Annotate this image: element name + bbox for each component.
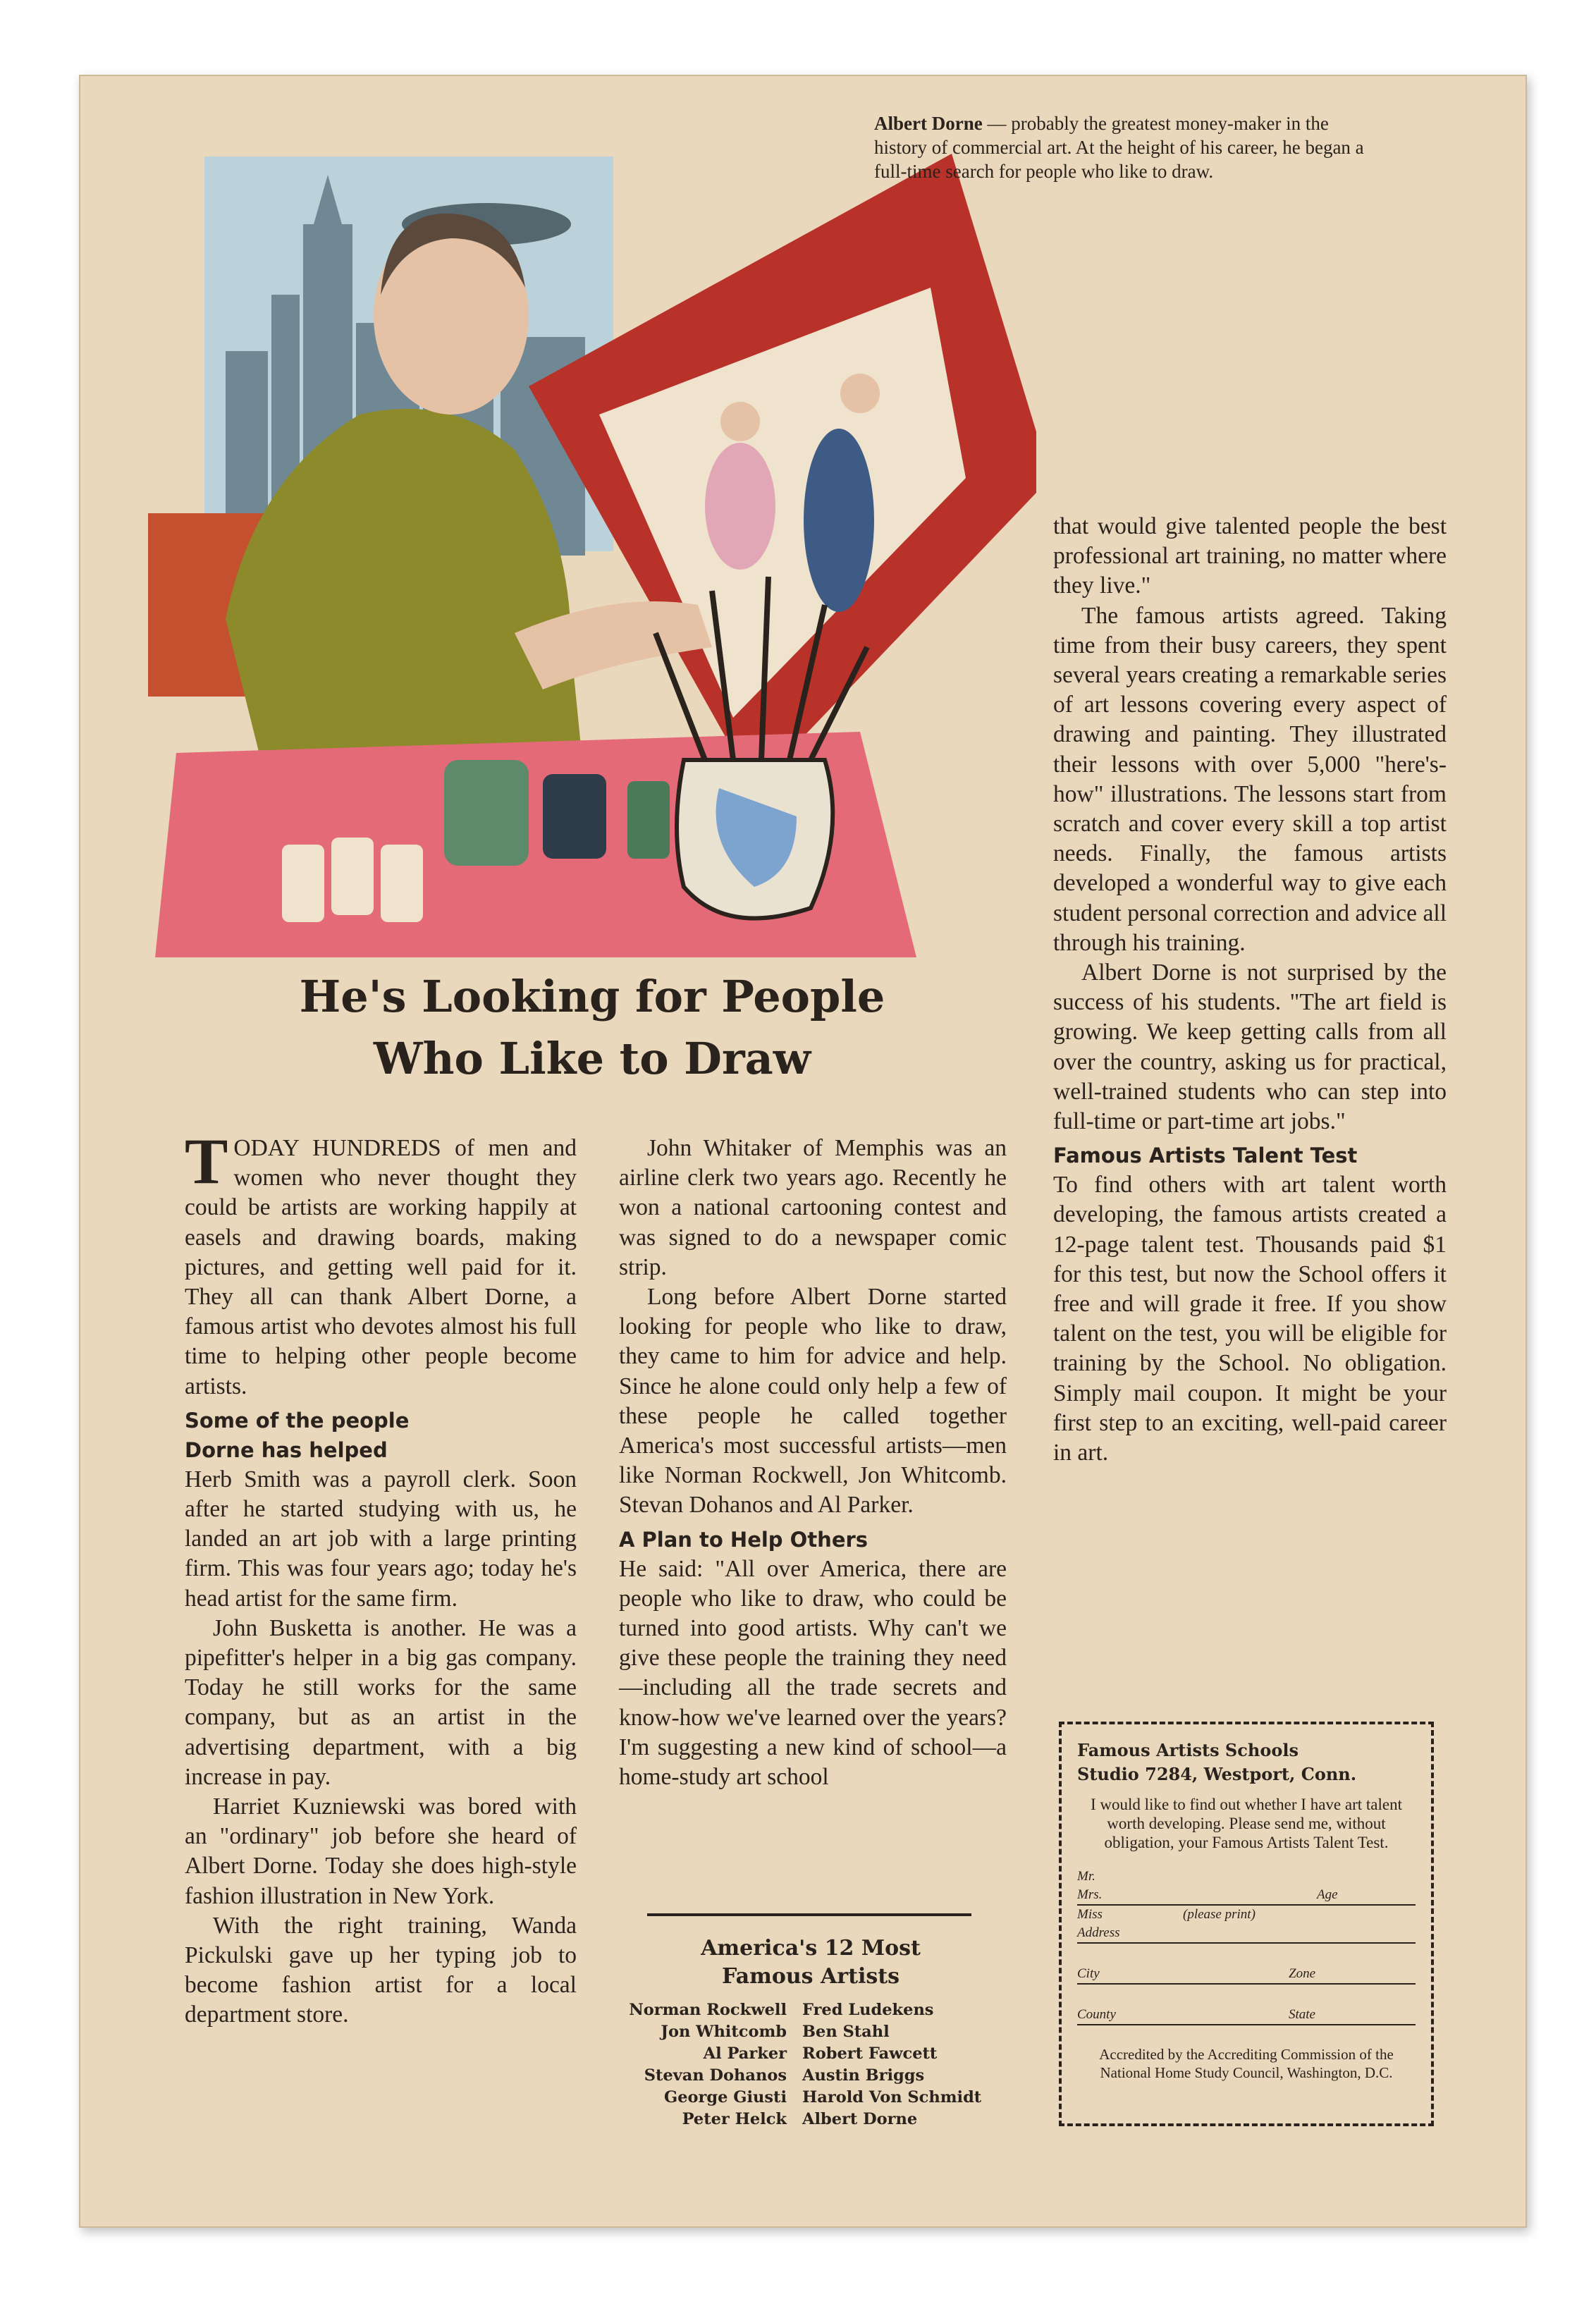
subheading: Famous Artists Talent Test (1053, 1143, 1358, 1168)
paragraph-text: of men and women who never thought they could be artists are working happily at easels and drawing boards, making pictures, and getting well paid for it. They all can thank Albert Dorne, a famous artist who devotes almost his full time to helping other people become artists. (185, 1135, 577, 1399)
paragraph: John Busketta is another. He was a pipefitter's helper in a big gas company. Today he still works for the same company, but as an artist in the advertising department, with a big increase in pay. (185, 1614, 577, 1790)
divider-rule (647, 1913, 971, 1916)
field-city-zone[interactable] (1077, 1965, 1416, 1985)
field-mr[interactable] (1077, 1868, 1416, 1886)
field-label: Mr. (1077, 1869, 1095, 1884)
paragraph: Harriet Kuzniewski was bored with an "ordinary" job before she heard of Albert Dorne. Today she does high-style fashion illustration in New York. (185, 1793, 577, 1909)
artist-name: Peter Helck (682, 2110, 787, 2128)
paragraph: He said: "All over America, there are people who like to draw, who could be turned into good artists. Why can't we give these people the training they need—including all the trade secrets and know-how we've learned over the years? I'm suggesting a new kind of school—a home-study art school (619, 1555, 1007, 1791)
illustration-caption (874, 111, 1382, 183)
paint-tubes (282, 838, 423, 922)
paragraph: With the right training, Wanda Pickulski gave up her typing job to become fashion artist for a local department store. (185, 1912, 577, 2028)
artist-name: Fred Ludekens (802, 2001, 934, 2019)
article-column-3 (1053, 512, 1447, 1468)
artist-illustration (120, 83, 1036, 957)
headline (169, 966, 1015, 1090)
article-column-1 (185, 1125, 577, 2030)
subheading-line-2: Dorne has helped (185, 1437, 388, 1462)
caption-text: — probably the greatest money-maker in the history of commercial art. At the height of his career, he began a full-time search for people who like to draw. (874, 113, 1364, 182)
coupon-accreditation: Accredited by the Accrediting Commission of the National Home Study Council, Washington, D.C. (1099, 2046, 1394, 2081)
mail-coupon[interactable] (1059, 1722, 1434, 2126)
field-label: Miss (1077, 1907, 1103, 1922)
headline-line-1: He's Looking for People (299, 971, 885, 1022)
coupon-title-line-2: Studio 7284, Westport, Conn. (1077, 1764, 1357, 1784)
artist-name: Norman Rockwell (629, 2001, 787, 2019)
artists-title-line-1: America's 12 Most (701, 1936, 921, 1961)
subheading (185, 1406, 577, 1465)
paragraph: John Whitaker of Memphis was an airline clerk two years ago. Recently he won a national cartooning contest and was signed to do a newspaper comic strip. (619, 1135, 1007, 1280)
subheading: A Plan to Help Others (619, 1527, 868, 1552)
artist-name: Jon Whitcomb (661, 2023, 787, 2041)
field-label: Mrs. (1077, 1887, 1103, 1902)
paragraph: Herb Smith was a payroll clerk. Soon after he started studying with us, he landed an art job with a large printing firm. This was four years ago; today he's head artist for the same firm. (185, 1466, 577, 1612)
coupon-title (1077, 1738, 1416, 1786)
field-label: (please print) (1183, 1907, 1256, 1922)
subheading-line-1: Some of the people (185, 1408, 410, 1433)
field-label: Address (1077, 1925, 1120, 1940)
field-label: Zone (1289, 1966, 1315, 1981)
paragraph: To find others with art talent worth developing, the famous artists created a 12-page talent test. Thousands paid $1 for this test, but now the School offers it free and will grade it free. If you show talent on the test, you will be eligible for training by the School. No obligation. Simply mail coupon. It might be your first step to an exciting, well-paid career in art. (1053, 1172, 1447, 1466)
artist-name: Harold Von Schmidt (802, 2088, 982, 2107)
paragraph: that would give talented people the best professional art training, no matter where they live." (1053, 513, 1447, 599)
coupon-title-line-1: Famous Artists Schools (1077, 1740, 1299, 1760)
paragraph: Long before Albert Dorne started looking for people who like to draw, they came to him for advice and help. Since he alone could only help a few of these people he called together America's most successful artists—men like Norman Rockwell, Jon Whitcomb. Stevan Dohanos and Al Parker. (619, 1284, 1007, 1519)
artists-list-left (606, 1999, 787, 2130)
paragraph: Albert Dorne is not surprised by the success of his students. "The art field is growing. We keep getting calls from all over the country, asking us for practical, well-trained students who can step into full-time or part-time art jobs." (1053, 959, 1447, 1135)
field-label: Age (1317, 1887, 1338, 1902)
lead-smallcaps: ODAY HUNDREDS (233, 1135, 441, 1161)
artists-title-line-2: Famous Artists (722, 1964, 900, 1989)
field-address[interactable] (1077, 1924, 1416, 1944)
drop-cap: T (185, 1125, 228, 1197)
artist-name: Ben Stahl (802, 2023, 890, 2041)
artist-name: Stevan Dohanos (644, 2066, 787, 2085)
paragraph: The famous artists agreed. Taking time from their busy careers, they spent several years creating a remarkable series of art lessons covering every aspect of drawing and painting. They illustrated their lessons with over 5,000 "here's-how" illustrations. The lessons start from scratch and cover every skill a top artist needs. Finally, the famous artists developed a wonderful way to give each student personal correction and advice all through his training. (1053, 602, 1447, 956)
field-label: County (1077, 2007, 1116, 2022)
field-county-state[interactable] (1077, 2006, 1416, 2025)
paragraph (185, 1125, 577, 1402)
artists-list-right (802, 1999, 1028, 2130)
headline-line-2: Who Like to Draw (373, 1033, 811, 1084)
field-label: State (1289, 2007, 1315, 2022)
artists-box-title (613, 1934, 1008, 1991)
field-miss[interactable] (1077, 1906, 1416, 1924)
field-mrs-age[interactable] (1077, 1886, 1416, 1906)
artist-name: George Giusti (663, 2088, 787, 2107)
artist-name: Robert Fawcett (802, 2044, 938, 2063)
caption-name: Albert Dorne (874, 113, 983, 134)
artist-name: Al Parker (703, 2044, 787, 2063)
field-label: City (1077, 1966, 1100, 1981)
coupon-body: I would like to find out whether I have art talent worth developing. Please send me, without obligation, your Famous Artists Talent Test. (1091, 1796, 1402, 1851)
article-column-2 (619, 1134, 1007, 1792)
artist-name: Albert Dorne (802, 2110, 918, 2128)
artist-name: Austin Briggs (802, 2066, 925, 2085)
